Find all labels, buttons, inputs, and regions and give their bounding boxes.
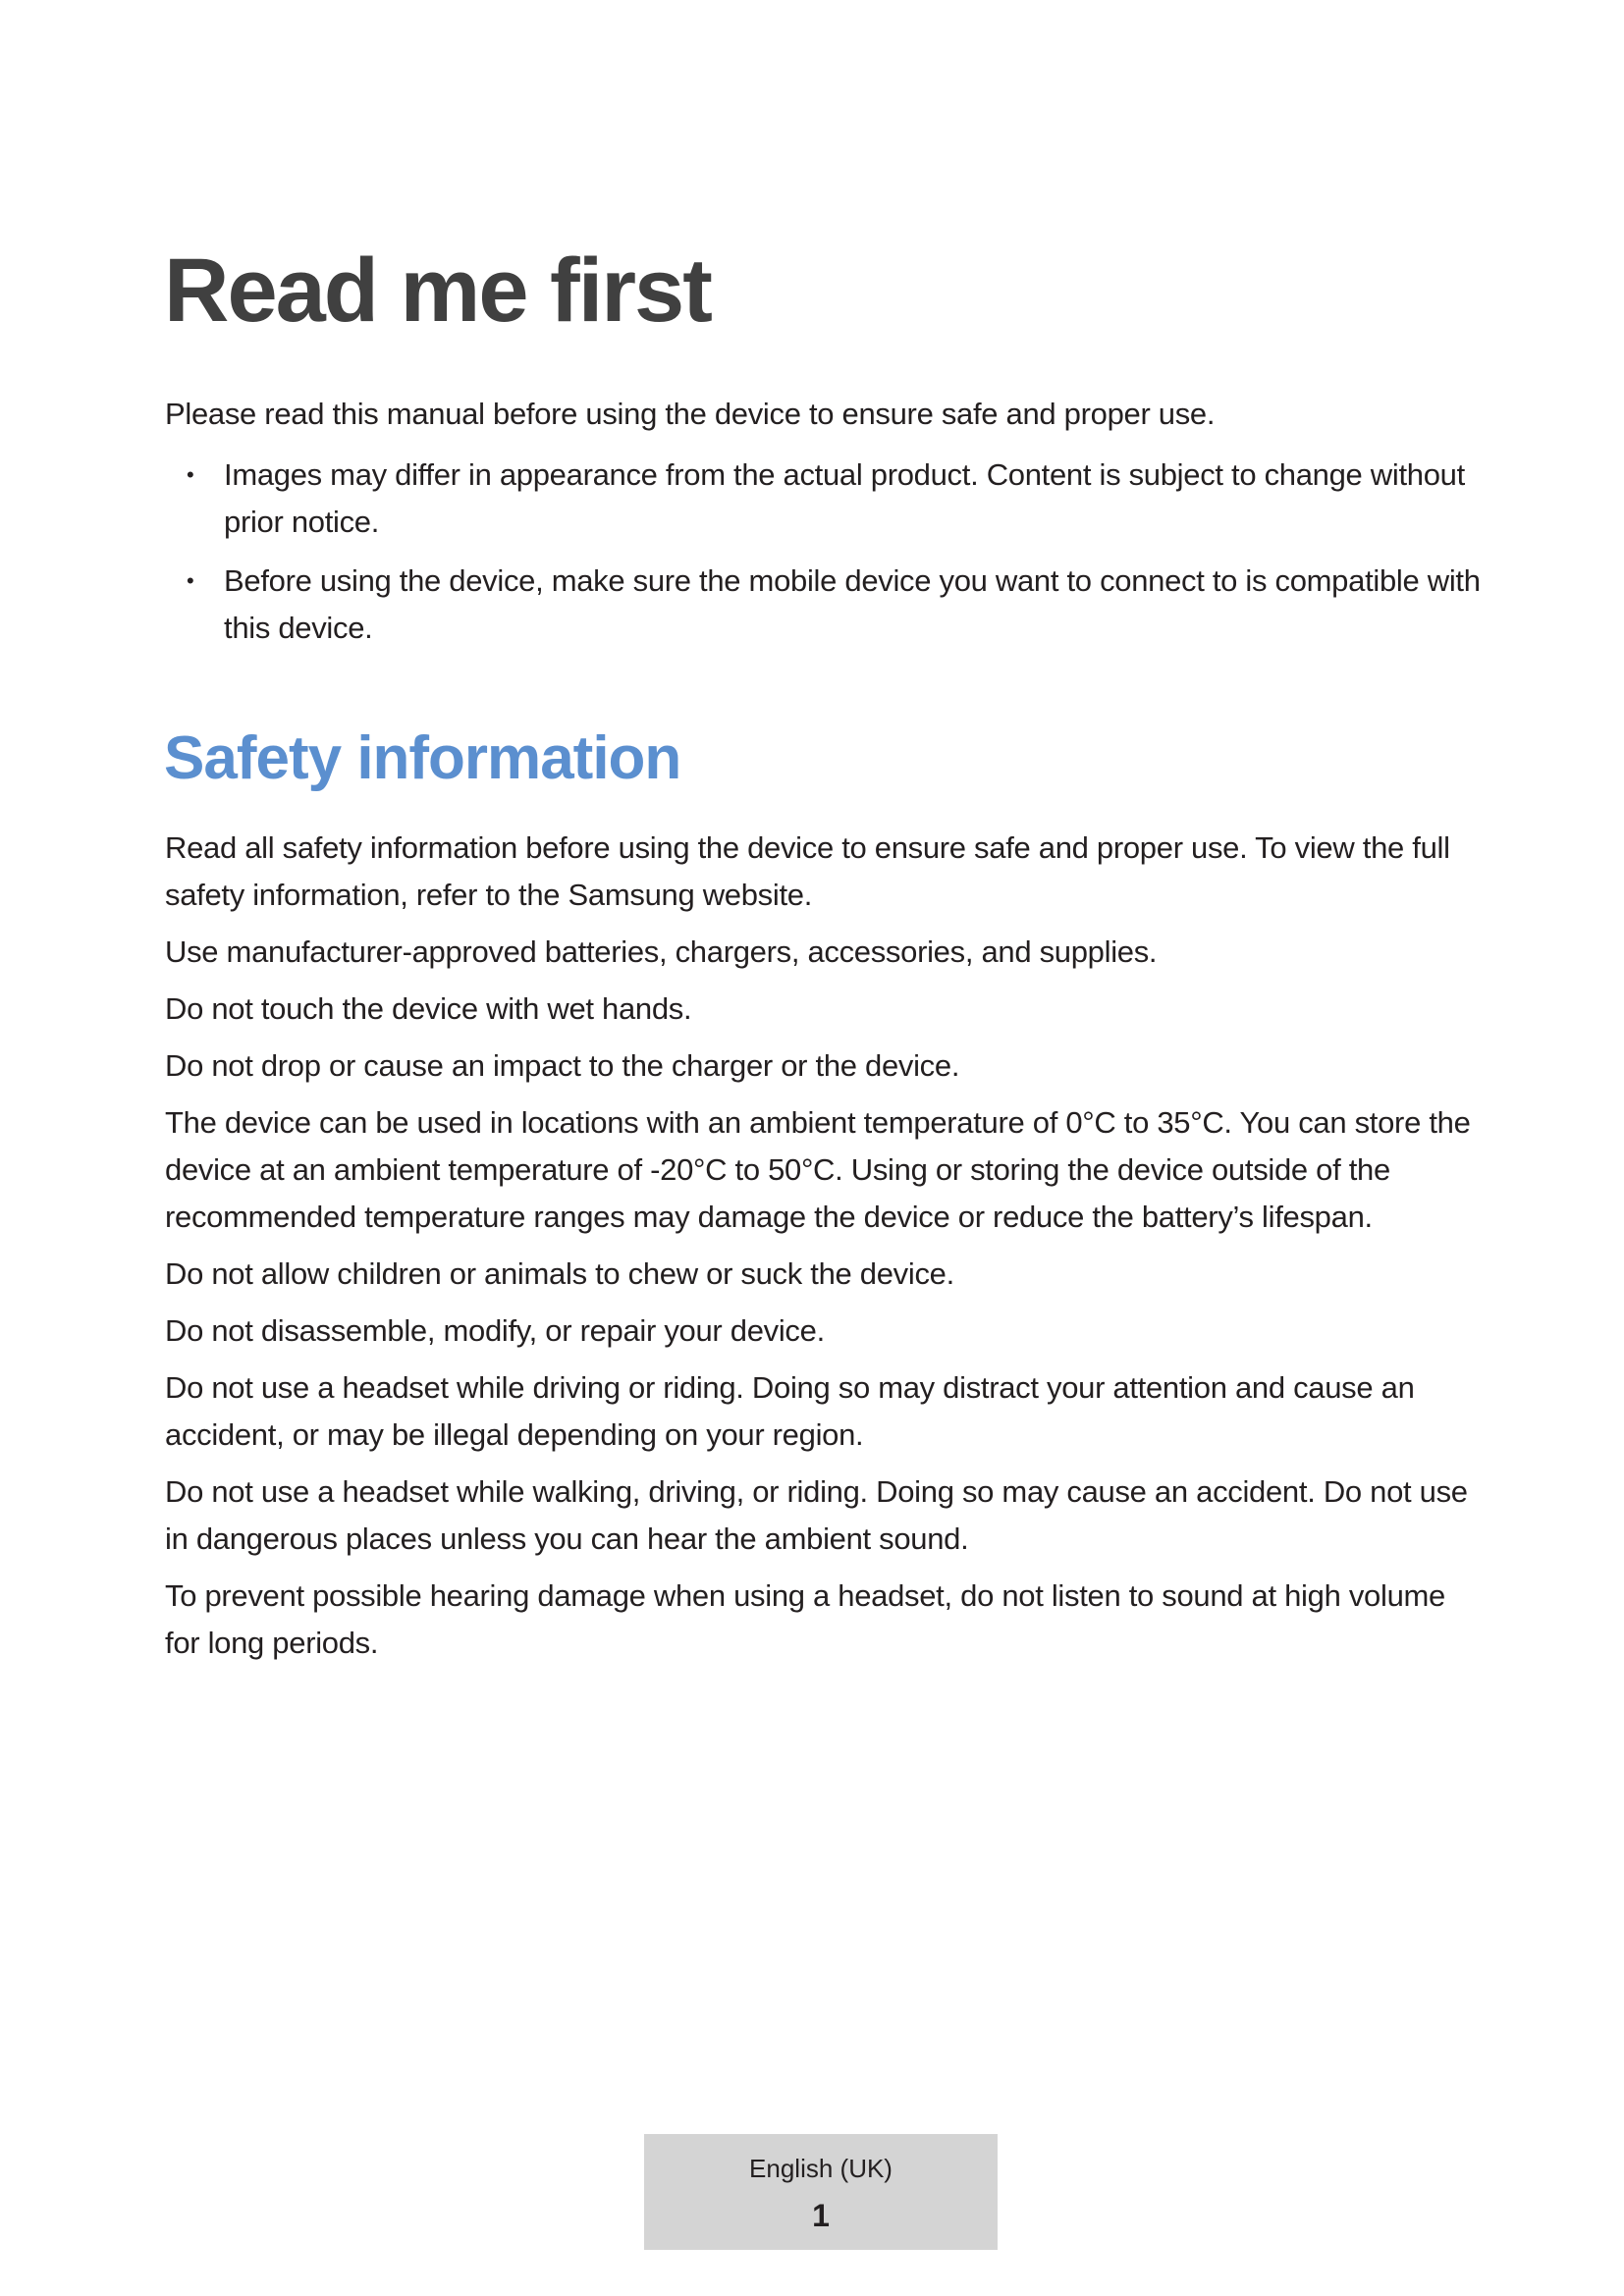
section-title-safety: Safety information (164, 724, 681, 792)
safety-paragraph: Do not drop or cause an impact to the charger or the device. (165, 1048, 960, 1083)
safety-section (165, 825, 1481, 1677)
safety-paragraph: Do not use a headset while walking, driving, or riding. Doing so may cause an accident. Do not use in dangerous places unless you can hear the ambient sound. (165, 1474, 1468, 1556)
bullet-icon: • (187, 568, 194, 593)
bullet-icon: • (187, 462, 194, 487)
intro-section (165, 391, 1481, 664)
list-item (165, 452, 1481, 546)
bullet-list (165, 452, 1481, 652)
safety-paragraph: Do not allow children or animals to chew or suck the device. (165, 1256, 954, 1291)
footer-language: English (UK) (749, 2154, 893, 2183)
safety-paragraph: Use manufacturer-approved batteries, chargers, accessories, and supplies. (165, 934, 1158, 969)
page-number: 1 (812, 2198, 830, 2233)
page-footer (644, 2134, 998, 2250)
safety-paragraph: Do not use a headset while driving or riding. Doing so may distract your attention and cause an accident, or may be illegal depending on your region. (165, 1370, 1415, 1452)
safety-paragraph: Do not disassemble, modify, or repair your device. (165, 1313, 825, 1348)
safety-paragraph: The device can be used in locations with an ambient temperature of 0°C to 35°C. You can store the device at an ambient temperature of -20°C to 50°C. Using or storing the device outside of the recommended temperature ranges may damage the device or reduce the battery’s lifespan. (165, 1105, 1471, 1234)
page-title: Read me first (164, 240, 711, 341)
safety-paragraph: To prevent possible hearing damage when using a headset, do not listen to sound at high volume for long periods. (165, 1578, 1445, 1660)
list-item-text: Before using the device, make sure the mobile device you want to connect to is compatible with this device. (224, 563, 1481, 645)
safety-paragraph: Do not touch the device with wet hands. (165, 991, 692, 1026)
intro-paragraph: Please read this manual before using the device to ensure safe and proper use. (165, 397, 1216, 431)
list-item (165, 558, 1481, 652)
safety-paragraph: Read all safety information before using the device to ensure safe and proper use. To view the full safety information, refer to the Samsung website. (165, 830, 1450, 912)
list-item-text: Images may differ in appearance from the actual product. Content is subject to change without prior notice. (224, 457, 1465, 539)
